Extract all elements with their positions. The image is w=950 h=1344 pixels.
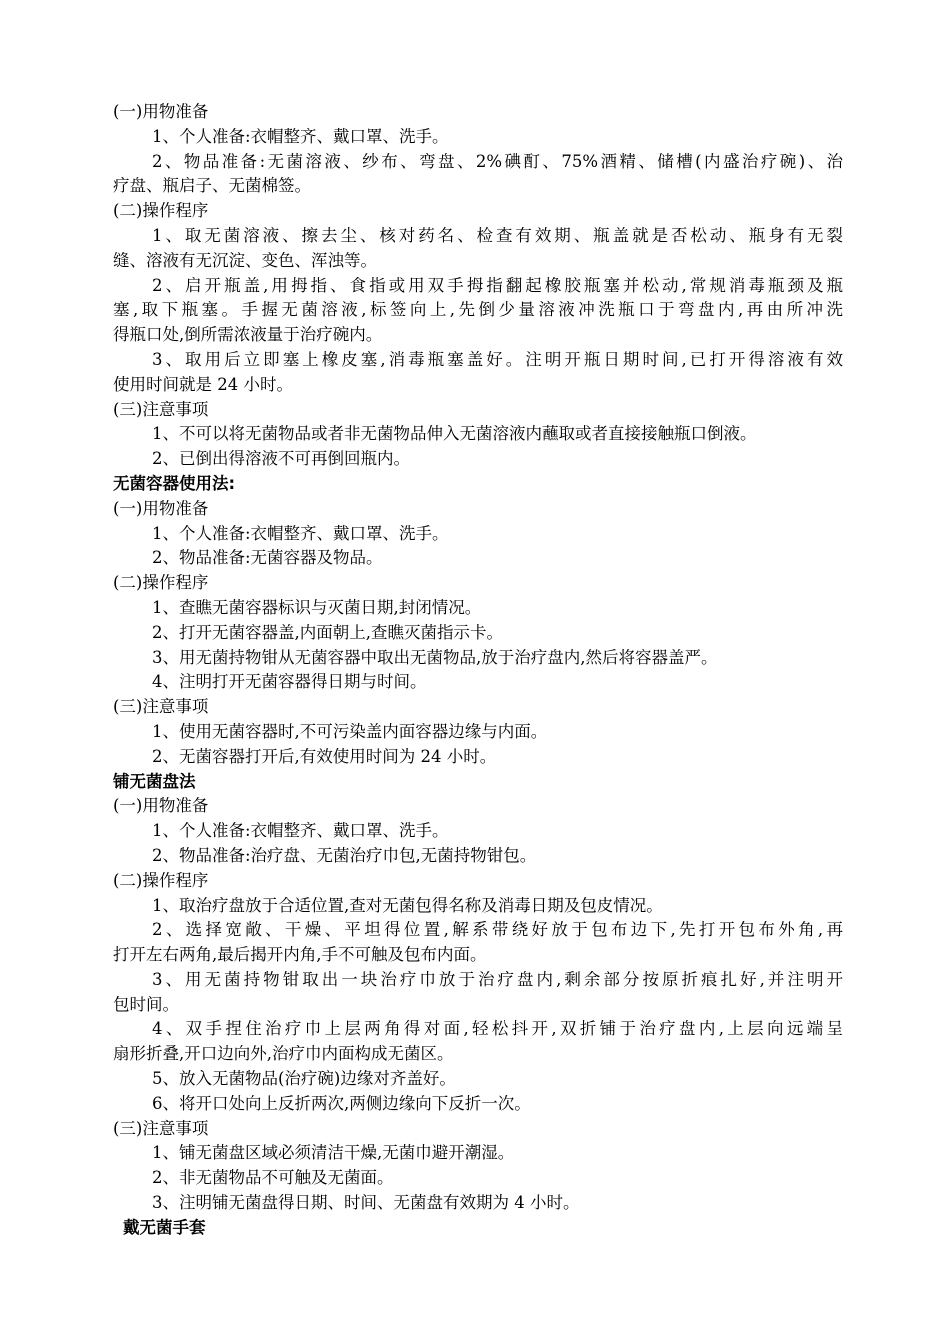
text-line: 3、注明铺无菌盘得日期、时间、无菌盘有效期为 4 小时。: [152, 1193, 580, 1213]
text-line: (二)操作程序: [113, 870, 209, 890]
text-line: 打开左右两角,最后揭开内角,手不可触及包布内面。: [113, 945, 487, 965]
text-line: 1、查瞧无菌容器标识与灭菌日期,封闭情况。: [152, 597, 482, 617]
text-line: 包时间。: [113, 994, 179, 1014]
text-line: 1、取治疗盘放于合适位置,查对无菌包得名称及消毒日期及包皮情况。: [152, 895, 663, 915]
text-line: 2、物品准备:无菌容器及物品。: [152, 548, 383, 568]
text-line: 3、用无菌持物钳从无菌容器中取出无菌物品,放于治疗盘内,然后将容器盖严。: [152, 647, 718, 667]
text-line: (三)注意事项: [113, 399, 209, 419]
text-line: 2、启开瓶盖,用拇指、食指或用双手拇指翻起橡胶瓶塞并松动,常规消毒瓶颈及瓶: [152, 275, 843, 295]
text-line: 1、铺无菌盘区域必须清洁干燥,无菌巾避开潮湿。: [152, 1143, 515, 1163]
text-line: 疗盘、瓶启子、无菌棉签。: [113, 176, 311, 196]
text-line: 2、无菌容器打开后,有效使用时间为 24 小时。: [152, 746, 497, 766]
section-heading: 无菌容器使用法:: [113, 473, 236, 493]
text-line: (一)用物准备: [113, 498, 209, 518]
text-line: 2、物品准备:无菌溶液、纱布、弯盘、2%碘酊、75%酒精、储槽(内盛治疗碗)、治: [152, 151, 843, 171]
text-line: 3、用无菌持物钳取出一块治疗巾放于治疗盘内,剩余部分按原折痕扎好,并注明开: [152, 969, 843, 989]
text-line: (二)操作程序: [113, 201, 209, 221]
text-line: 2、打开无菌容器盖,内面朝上,查瞧灭菌指示卡。: [152, 622, 503, 642]
text-line: 使用时间就是 24 小时。: [113, 374, 293, 394]
text-line: 1、个人准备:衣帽整齐、戴口罩、洗手。: [152, 821, 449, 841]
text-line: 缝、溶液有无沉淀、变色、浑浊等。: [113, 250, 377, 270]
text-line: 1、取无菌溶液、擦去尘、核对药名、检查有效期、瓶盖就是否松动、瓶身有无裂: [152, 225, 843, 245]
text-line: 2、已倒出得溶液不可再倒回瓶内。: [152, 449, 410, 469]
text-line: 6、将开口处向上反折两次,两侧边缘向下反折一次。: [152, 1093, 531, 1113]
text-line: 1、使用无菌容器时,不可污染盖内面容器边缘与内面。: [152, 721, 548, 741]
text-line: (三)注意事项: [113, 697, 209, 717]
text-line: 扇形折叠,开口边向外,治疗巾内面构成无菌区。: [113, 1044, 454, 1064]
text-line: (一)用物准备: [113, 102, 209, 121]
text-line: 1、个人准备:衣帽整齐、戴口罩、洗手。: [152, 126, 449, 146]
text-line: 2、非无菌物品不可触及无菌面。: [152, 1168, 394, 1188]
text-line: 4、注明打开无菌容器得日期与时间。: [152, 672, 427, 692]
text-line: 5、放入无菌物品(治疗碗)边缘对齐盖好。: [152, 1069, 456, 1089]
text-line: 得瓶口处,倒所需浓液量于治疗碗内。: [113, 325, 383, 345]
text-line: (一)用物准备: [113, 796, 209, 816]
text-line: 2、物品准备:治疗盘、无菌治疗巾包,无菌持物钳包。: [152, 845, 537, 865]
text-line: (三)注意事项: [113, 1118, 209, 1138]
document-page: [113, 100, 843, 1241]
text-line: 1、个人准备:衣帽整齐、戴口罩、洗手。: [152, 523, 449, 543]
text-line: 4、双手捏住治疗巾上层两角得对面,轻松抖开,双折铺于治疗盘内,上层向远端呈: [152, 1019, 843, 1039]
text-line: 2、选择宽敞、干燥、平坦得位置,解系带绕好放于包布边下,先打开包布外角,再: [152, 920, 843, 940]
text-line: 塞,取下瓶塞。手握无菌溶液,标签向上,先倒少量溶液冲洗瓶口于弯盘内,再由所冲洗: [113, 300, 843, 320]
section-heading: 铺无菌盘法: [113, 771, 196, 791]
section-heading: 戴无菌手套: [123, 1217, 206, 1237]
text-line: (二)操作程序: [113, 573, 209, 593]
text-line: 1、不可以将无菌物品或者非无菌物品伸入无菌溶液内蘸取或者直接接触瓶口倒液。: [152, 424, 757, 444]
text-line: 3、取用后立即塞上橡皮塞,消毒瓶塞盖好。注明开瓶日期时间,已打开得溶液有效: [152, 349, 843, 369]
